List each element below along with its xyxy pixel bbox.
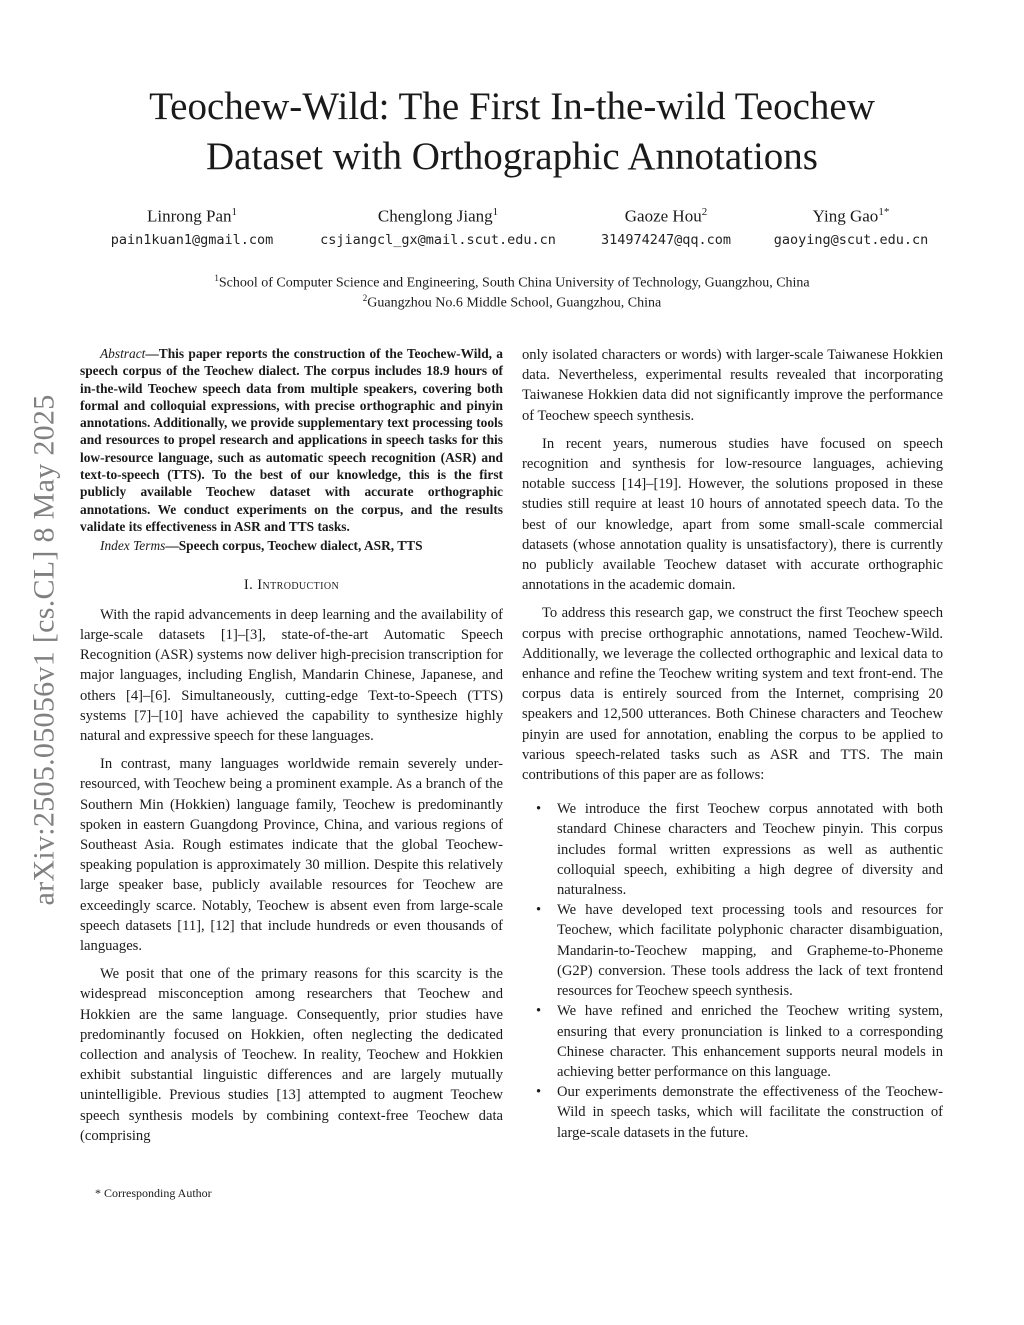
body-paragraph: We posit that one of the primary reasons for this scarcity is the widespread misconception among researchers that Teochew and Hokkien are the same language. Consequently, prior studies have predominantly focused on Hokkien, often neglecting the dedicated collection and analysis of Teochew. In reality, Teochew and Hokkien exhibit substantial linguistic differences and are largely mutually unintelligible. Previous studies [13] attempted to augment Teochew speech synthesis models by combining context-free Teochew data (comprising [80,966,503,1144]
arxiv-stamp [20,345,70,955]
list-item: • We have refined and enriched the Teochew writing system, ensuring that every pronunciation is linked to a corresponding Chinese character. This enhancement supports neural models in achieving better performance on this language. [536,1003,943,1080]
author-name: Ying Gao$^{1*}$ [812,206,890,226]
author-block [774,200,928,251]
body-paragraph: In recent years, numerous studies have focused on speech recognition and synthesis for low-resource languages, achieving notable success [14]–[19]. However, the solutions proposed in these studies still require at least 10 hours of annotated speech data. To the best of our knowledge, apart from some small-scale commercial datasets (whose annotation quality is unsatisfactory), there is currently no publicly available Teochew dataset with accurate orthographic annotations in the academic domain. [522,435,943,594]
index-terms-text: —Speech corpus, Teochew dialect, ASR, TTS [165,538,423,554]
affiliation: $^2$Guangzhou No.6 Middle School, Guangzhou, China [362,293,662,311]
left-column [80,345,503,1154]
bullet-icon: • [536,1084,542,1101]
author-email: pain1kuan1@gmail.com [110,231,274,248]
author-email: 314974247@qq.com [600,231,732,248]
body-paragraph: With the rapid advancements in deep learning and the availability of large-scale datasets [1]–[3], state-of-the-art Automatic Speech Recognition (ASR) systems now deliver high-precision transcription for major languages, including English, Mandarin Chinese, Japanese, and others [4]–[6]. Simultaneously, cutting-edge Text-to-Speech (TTS) systems [7]–[10] have achieved the capability to synthesize highly natural and expressive speech for these languages. [80,606,503,744]
bullet-icon: • [536,1003,542,1020]
arxiv-id: arXiv:2505.05056v1 [cs.CL] 8 May 2025 [28,394,62,906]
body-paragraph: only isolated characters or words) with larger-scale Taiwanese Hokkien data. Nevertheless, experimental results revealed that incorporating Taiwanese Hokkien data did not significantly improve the performance of Teochew speech synthesis. [522,347,943,424]
section-heading: I. Introduction [243,576,340,593]
author-email: csjiangcl_gx@mail.scut.edu.cn [320,231,556,248]
author-email: gaoying@scut.edu.cn [773,231,929,248]
affiliation: $^1$School of Computer Science and Engineering, South China University of Technology, Guangzhou, China [214,273,810,291]
abstract-text: —This paper reports the construction of the Teochew-Wild, a speech corpus of the Teochew dialect. The corpus includes 18.9 hours of in-the-wild Teochew speech data from multiple speakers, covering both formal and colloquial expressions, with precise orthographic and pinyin annotations. Additionally, we provide supplementary text processing tools and resources to propel research and applications in speech tasks for this low-resource language, such as automatic speech recognition (ASR) and text-to-speech (TTS). To the best of our knowledge, this is the first publicly available Teochew dataset with accurate orthographic annotations. We conduct experiments on the corpus, and the results validate its effectiveness in ASR and TTS tasks. [80,346,503,534]
author-block [320,200,556,251]
list-item: • We have developed text processing tools and resources for Teochew, which facilitate polyphonic character disambiguation, Mandarin-to-Teochew mapping, and Grapheme-to-Phoneme (G2P) conversion. These tools address the lack of text frontend resources for Teochew speech synthesis. [536,902,943,1000]
body-paragraph: In contrast, many languages worldwide remain severely under-resourced, with Teochew being a prominent example. As a branch of the Southern Min (Hokkien) language family, Teochew is predominantly spoken in eastern Guangdong Province, China, and various regions of Southeast Asia. Rough estimates indicate that the global Teochew-speaking population is approximately 30 million. Despite this relatively large speaker base, publicly available resources for Teochew are exceedingly scarce. Notably, Teochew is absent even from large-scale speech datasets [11], [12] that include hundreds or even thousands of languages. [80,756,503,955]
author-block [601,200,731,251]
author-block [111,200,274,251]
right-column [522,345,943,1143]
bullet-icon: • [536,902,542,919]
author-name: Gaoze Hou$^2$ [624,206,708,226]
abstract [80,345,503,535]
author-name: Linrong Pan$^1$ [146,206,238,226]
bullet-icon: • [536,801,542,818]
body-paragraph: To address this research gap, we construct the first Teochew speech corpus with precise orthographic annotations, named Teochew-Wild. Additionally, we leverage the collected orthographic and lexical data to enhance and refine the Teochew writing system and text front-end. The corpus data is entirely sourced from the Internet, comprising 20 speakers and 12,500 utterances. Both Chinese characters and Teochew pinyin are used for annotation, enabling the corpus to be applied to various speech-related tasks such as ASR and TTS. The main contributions of this paper are as follows: [522,605,943,784]
list-item: • We introduce the first Teochew corpus annotated with both standard Chinese characters and Teochew pinyin. This corpus includes formal written expressions as well as authentic colloquial speech, exhibiting a high degree of diversity and naturalness. [536,801,943,899]
paper-title: Teochew-Wild: The First In-the-wild Teochew Dataset with Orthographic Annotations [149,85,875,178]
contributions-list [522,799,943,1142]
author-name: Chenglong Jiang$^1$ [377,206,499,226]
index-terms [80,537,503,554]
footnote: * Corresponding Author [95,1186,212,1200]
index-terms-label: Index Terms [100,538,166,554]
abstract-label: Abstract [100,346,146,361]
list-item: • Our experiments demonstrate the effectiveness of the Teochew-Wild in speech tasks, which will facilitate the construction of large-scale datasets in the future. [536,1084,943,1141]
